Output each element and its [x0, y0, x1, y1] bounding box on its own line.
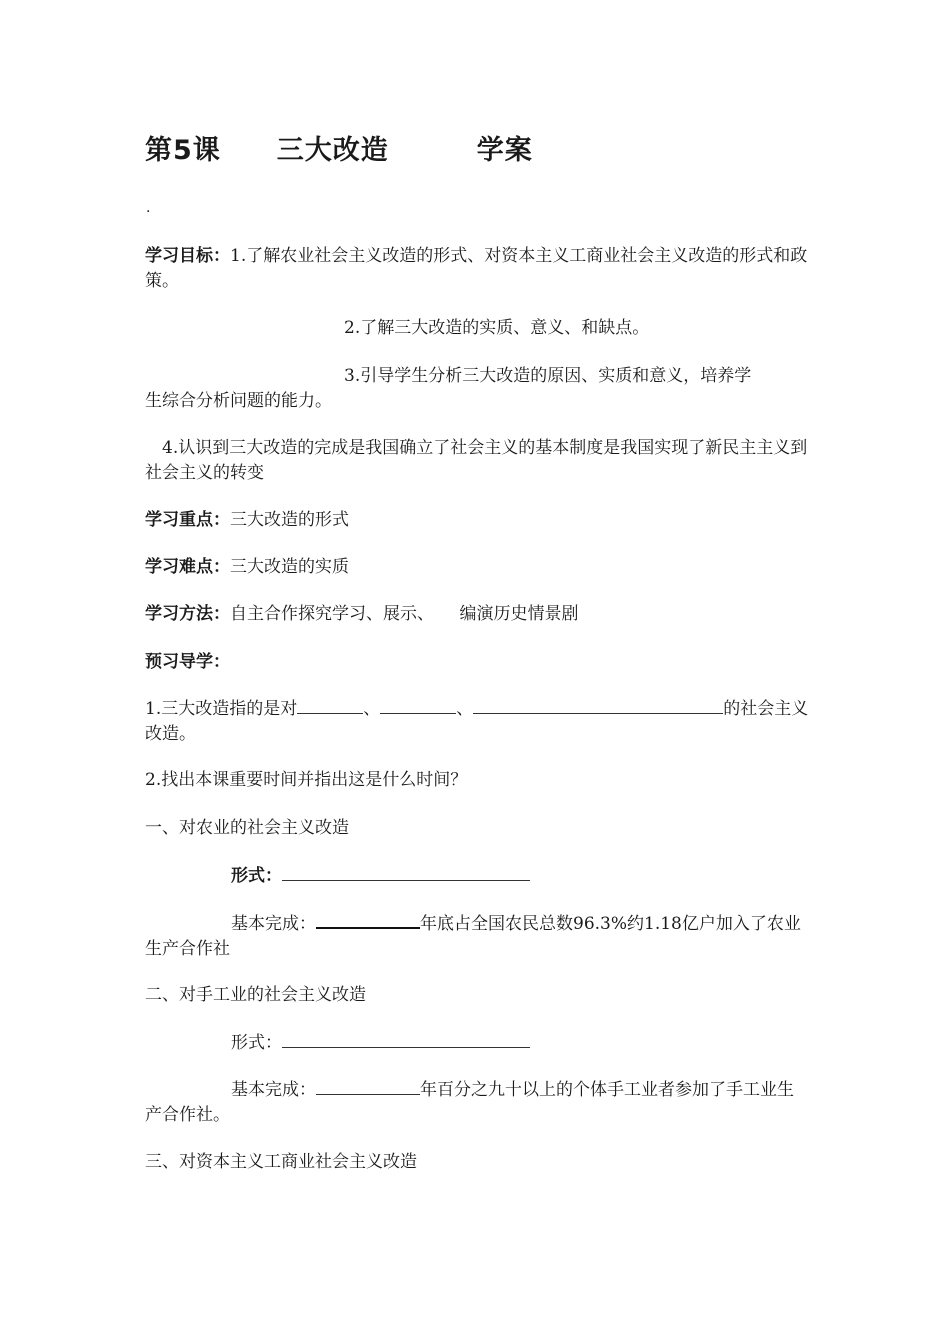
blank-2[interactable] — [380, 697, 456, 714]
lesson-number: 第5课 — [145, 135, 221, 166]
section-2-complete: 基本完成： 年百分之九十以上的个体手工业者参加了手工业生产合作社。 — [145, 1080, 794, 1125]
method: 学习方法：自主合作探究学习、展示、 编演历史情景剧 — [145, 604, 579, 624]
lesson-kind: 学案 — [476, 135, 533, 166]
section-2-heading: 二、对手工业的社会主义改造 — [145, 985, 366, 1005]
question-2: 2.找出本课重要时间并指出这是什么时间？ — [145, 770, 468, 790]
question-1: 1.三大改造指的是对 、 、 的社会主义改造。 — [145, 699, 809, 744]
section-3-heading: 三、对资本主义工商业社会主义改造 — [145, 1152, 417, 1172]
stray-dot: . — [146, 200, 151, 216]
preview-heading: 预习导学： — [145, 652, 230, 672]
objective-3: 3.引导学生分析三大改造的原因、实质和意义，培养学 生综合分析问题的能力。 — [145, 366, 752, 411]
blank-3[interactable] — [473, 697, 723, 714]
page-title — [145, 128, 533, 167]
section-2-form-blank[interactable] — [282, 1031, 530, 1048]
objectives-label: 学习目标： — [145, 246, 230, 266]
section-2-year-blank[interactable] — [316, 1078, 420, 1095]
section-1-heading: 一、对农业的社会主义改造 — [145, 818, 349, 838]
difficulty: 学习难点：三大改造的实质 — [145, 557, 349, 577]
key-point: 学习重点：三大改造的形式 — [145, 510, 349, 530]
objective-1: 学习目标：1.了解农业社会主义改造的形式、对资本主义工商业社会主义改造的形式和政策。 — [145, 246, 808, 291]
section-1-year-blank[interactable] — [316, 911, 420, 929]
section-2-form: 形式： — [145, 1031, 810, 1056]
lesson-topic: 三大改造 — [276, 135, 389, 166]
section-1-form-blank[interactable] — [282, 864, 530, 881]
section-1-form: 形式： — [145, 864, 810, 889]
blank-1[interactable] — [297, 697, 363, 714]
section-1-complete: 基本完成： 年底占全国农民总数96.3%约1.18亿户加入了农业生产合作社 — [145, 911, 810, 962]
objective-4: 4.认识到三大改造的完成是我国确立了社会主义的基本制度是我国实现了新民主主义到社会主义的转变 — [145, 438, 808, 483]
objective-2: 2.了解三大改造的实质、意义、和缺点。 — [344, 318, 650, 338]
